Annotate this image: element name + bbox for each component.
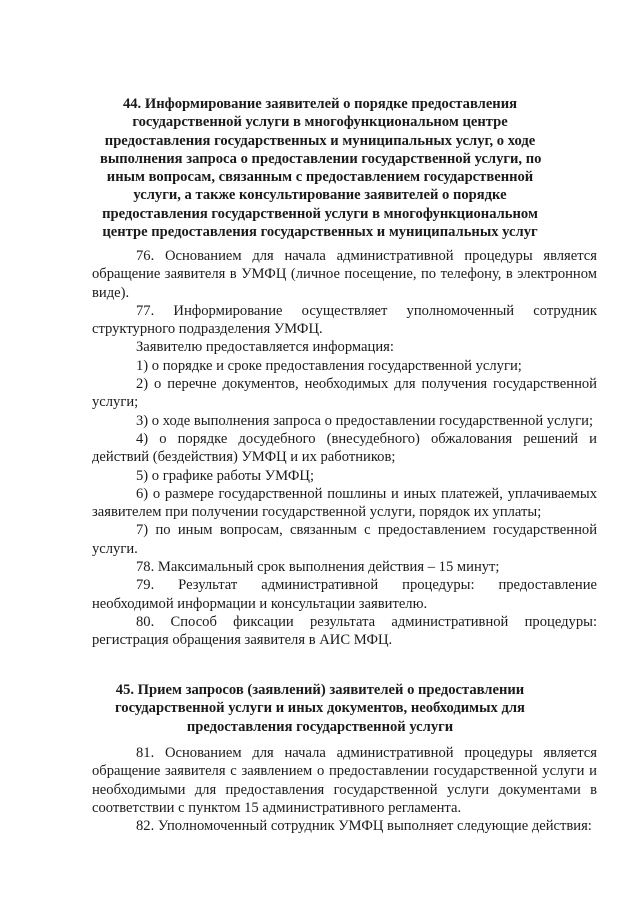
section-45-heading (100, 681, 540, 736)
heading-line: государственной услуги в многофункциональном центре (132, 114, 508, 131)
list-item-6: 6) о размере государственной пошлины и иных платежей, уплачиваемых заявителем при получении государственной услуги, порядок их уплаты; (92, 485, 597, 521)
heading-line: выполнения запроса о предоставлении государственной услуги, по (100, 150, 542, 167)
section-44-heading (100, 95, 540, 241)
paragraph-80: 80. Способ фиксации результата административной процедуры: регистрация обращения заявителя в АИС МФЦ. (92, 613, 597, 649)
heading-line: государственной услуги и иных документов, необходимых для (115, 700, 525, 717)
list-item-2: 2) о перечне документов, необходимых для получения государственной услуги; (92, 376, 597, 411)
list-item-7: 7) по иным вопросам, связанным с предоставлением государственной услуги. (92, 522, 597, 557)
heading-line: предоставления государственных и муниципальных услуг, о ходе (104, 132, 536, 149)
heading-line: центре предоставления государственных и муниципальных услуг (102, 224, 538, 241)
paragraph-77: 77. Информирование осуществляет уполномоченный сотрудник структурного подразделения УМФЦ. (92, 302, 597, 338)
heading-line: иным вопросам, связанным с предоставлением государственной (106, 169, 534, 186)
heading-line: 44. Информирование заявителей о порядке предоставления (122, 96, 518, 112)
heading-line: предоставления государственной услуги в многофункциональном (102, 205, 538, 222)
heading-line: 45. Прием запросов (заявлений) заявителей о предоставлении (115, 682, 525, 698)
heading-line: услуги, а также консультирование заявителей о порядке (133, 187, 507, 204)
paragraph-81: 81. Основанием для начала административной процедуры является обращение заявителя с заявлением о предоставлении государственной услуги и необходимыми для предоставления государственной услуги документами в соответствии с пунктом 15 административного регламента. (92, 745, 597, 816)
paragraph-76: 76. Основанием для начала административной процедуры является обращение заявителя в УМФЦ (личное посещение, по телефону, в электронном виде). (92, 248, 597, 301)
paragraph-79: 79. Результат административной процедуры: предоставление необходимой информации и консультации заявителю. (92, 577, 597, 612)
paragraph-78: 78. Максимальный срок выполнения действия – 15 минут; (136, 559, 500, 576)
list-item-4: 4) о порядке досудебного (внесудебного) обжалования решений и действий (бездействия) УМФЦ и их работников; (92, 430, 597, 466)
paragraph-info-intro: Заявителю предоставляется информация: (136, 339, 394, 356)
list-item-1: 1) о порядке и сроке предоставления государственной услуги; (136, 357, 522, 374)
paragraph-82: 82. Уполномоченный сотрудник УМФЦ выполняет следующие действия: (136, 818, 592, 835)
list-item-3: 3) о ходе выполнения запроса о предоставлении государственной услуги; (136, 412, 594, 429)
list-item-5: 5) о графике работы УМФЦ; (136, 467, 315, 484)
section-44-body (92, 247, 597, 650)
heading-line: предоставления государственной услуги (186, 718, 454, 735)
section-45-body (92, 744, 597, 835)
